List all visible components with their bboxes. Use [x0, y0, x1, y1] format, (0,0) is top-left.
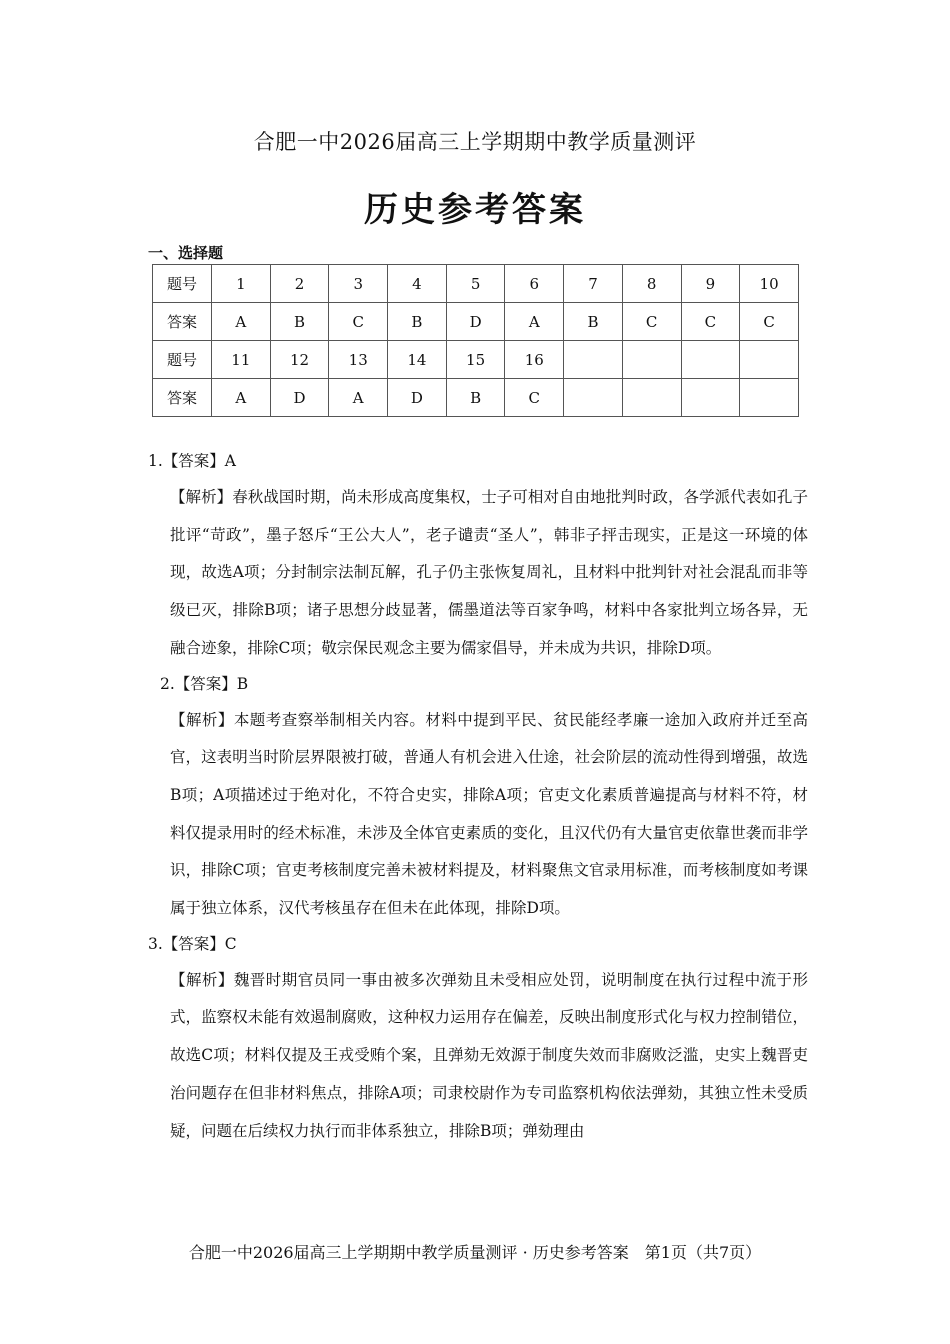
row-label: 答案 — [153, 379, 212, 417]
table-cell: D — [388, 379, 447, 417]
row-label: 题号 — [153, 265, 212, 303]
table-cell: 14 — [388, 341, 447, 379]
table-cell: 5 — [446, 265, 505, 303]
table-cell — [622, 341, 681, 379]
table-row — [153, 303, 799, 341]
table-row — [153, 341, 799, 379]
table-cell: C — [740, 303, 799, 341]
table-cell: 7 — [564, 265, 623, 303]
table-cell: 10 — [740, 265, 799, 303]
table-cell: A — [329, 379, 388, 417]
table-cell: 2 — [270, 265, 329, 303]
question-item — [148, 931, 808, 1151]
table-cell: C — [681, 303, 740, 341]
question-number: 3. — [148, 934, 163, 953]
table-cell: D — [446, 303, 505, 341]
table-cell: 12 — [270, 341, 329, 379]
explanation-text: 【解析】春秋战国时期，尚未形成高度集权，士子可相对自由地批判时政，各学派代表如孔子批评“苛政”，墨子怒斥“王公大人”，老子谴责“圣人”，韩非子抨击现实，正是这一环境的体现，故选A项；分封制宗法制瓦解，孔子仍主张恢复周礼，且材料中批判针对社会混乱而非等级已灭，排除B项；诸子思想分歧显著，儒墨道法等百家争鸣，材料中各家批判立场各异，无融合迹象，排除C项；敬宗保民观念主要为儒家倡导，并未成为共识，排除D项。 — [170, 488, 808, 657]
table-cell: B — [270, 303, 329, 341]
exam-title: 合肥一中2026届高三上学期期中教学质量测评 — [253, 130, 697, 154]
page-footer: 合肥一中2026届高三上学期期中教学质量测评 · 历史参考答案 第1页（共7页） — [188, 1243, 762, 1262]
table-cell: B — [564, 303, 623, 341]
question-number: 1. — [148, 452, 163, 470]
table-cell: 8 — [622, 265, 681, 303]
document-title: 历史参考答案 — [364, 190, 586, 230]
table-cell — [681, 341, 740, 379]
section-heading-choice: 一、选择题 — [148, 244, 224, 262]
answer-line: 【答案】C — [162, 934, 237, 953]
table-cell — [681, 379, 740, 417]
question-item — [148, 671, 808, 928]
table-cell — [564, 379, 623, 417]
answer-line: 【答案】A — [162, 452, 236, 470]
table-cell — [740, 341, 799, 379]
question-list — [148, 448, 808, 1153]
table-cell — [564, 341, 623, 379]
answer-table — [152, 264, 799, 417]
table-cell: C — [329, 303, 388, 341]
table-row — [153, 379, 799, 417]
table-cell: 16 — [505, 341, 564, 379]
table-cell: 6 — [505, 265, 564, 303]
table-cell: 11 — [212, 341, 271, 379]
table-row — [153, 265, 799, 303]
answer-line: 【答案】B — [174, 674, 249, 693]
table-cell: A — [505, 303, 564, 341]
table-cell: 4 — [388, 265, 447, 303]
table-cell: A — [212, 379, 271, 417]
table-cell: 13 — [329, 341, 388, 379]
table-cell — [622, 379, 681, 417]
table-cell — [740, 379, 799, 417]
table-cell: B — [388, 303, 447, 341]
table-cell: B — [446, 379, 505, 417]
table-cell: 1 — [212, 265, 271, 303]
question-number: 2. — [160, 674, 175, 693]
table-cell: 3 — [329, 265, 388, 303]
table-cell: 15 — [446, 341, 505, 379]
table-cell: C — [505, 379, 564, 417]
table-cell: D — [270, 379, 329, 417]
table-cell: A — [212, 303, 271, 341]
explanation-text: 【解析】魏晋时期官员同一事由被多次弹劾且未受相应处罚，说明制度在执行过程中流于形式，监察权未能有效遏制腐败，这种权力运用存在偏差，反映出制度形式化与权力控制错位，故选C项；材料仅提及王戎受贿个案，且弹劾无效源于制度失效而非腐败泛滥，史实上魏晋吏治问题存在但非材料焦点，排除A项；司隶校尉作为专司监察机构依法弹劾，其独立性未受质疑，问题在后续权力执行而非体系独立，排除B项；弹劾理由 — [170, 970, 808, 1140]
table-cell: C — [622, 303, 681, 341]
question-item — [148, 448, 808, 668]
row-label: 题号 — [153, 341, 212, 379]
explanation-text: 【解析】本题考查察举制相关内容。材料中提到平民、贫民能经孝廉一途加入政府并迁至高官，这表明当时阶层界限被打破，普通人有机会进入仕途，社会阶层的流动性得到增强，故选B项；A项描述过于绝对化，不符合史实，排除A项；官吏文化素质普遍提高与材料不符，材料仅提录用时的经术标准，未涉及全体官吏素质的变化，且汉代仍有大量官吏依靠世袭而非学识，排除C项；官吏考核制度完善未被材料提及，材料聚焦文官录用标准，而考核制度如考课属于独立体系，汉代考核虽存在但未在此体现，排除D项。 — [170, 710, 808, 918]
row-label: 答案 — [153, 303, 212, 341]
table-cell: 9 — [681, 265, 740, 303]
